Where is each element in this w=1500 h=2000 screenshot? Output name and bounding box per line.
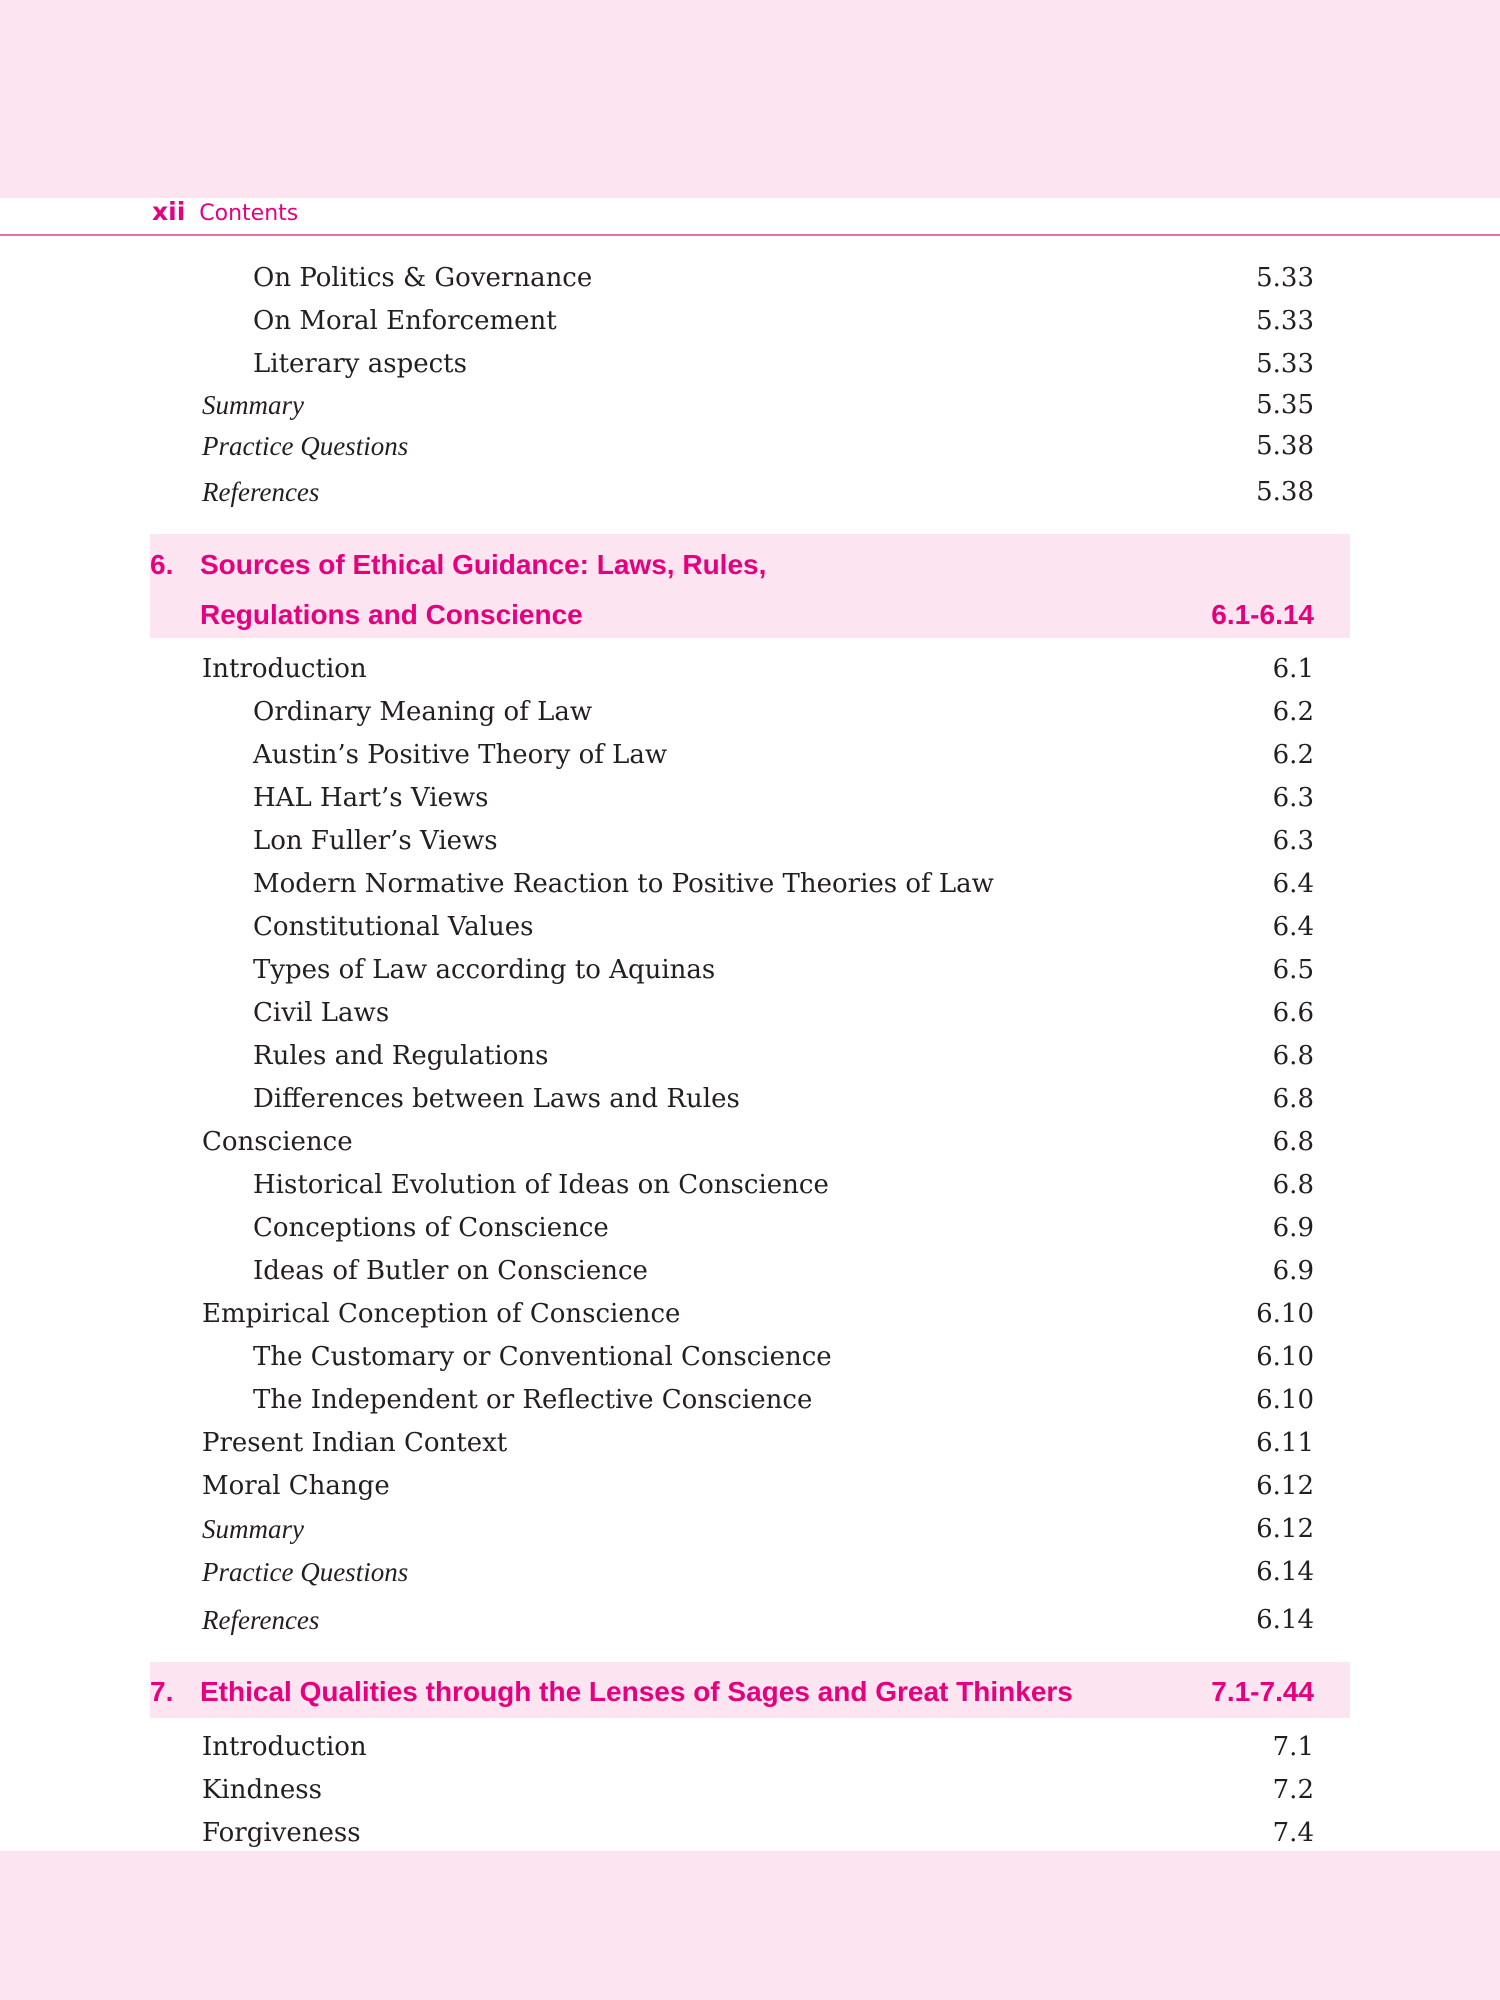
toc-entry-title: Conceptions of Conscience <box>253 1213 609 1243</box>
toc-entry-page: 5.33 <box>1256 306 1314 336</box>
toc-entry-page: 6.6 <box>1272 998 1314 1028</box>
toc-entry-page: 6.10 <box>1256 1342 1314 1372</box>
toc-entry-page: 7.1 <box>1272 1732 1314 1762</box>
running-header <box>152 197 298 233</box>
toc-entry-title: Rules and Regulations <box>253 1041 549 1071</box>
toc-entry-title: Ideas of Butler on Conscience <box>253 1256 648 1286</box>
toc-entry <box>150 692 1314 732</box>
toc-entry-page: 6.4 <box>1272 912 1314 942</box>
chapter-title-line: Ethical Qualities through the Lenses of Sages and Great Thinkers <box>200 1676 1073 1707</box>
toc-entry-title: Constitutional Values <box>253 912 534 942</box>
toc-entry-page: 5.33 <box>1256 263 1314 293</box>
toc-entry <box>150 907 1314 947</box>
toc-entry-page: 6.2 <box>1272 740 1314 770</box>
toc-entry-page: 6.14 <box>1256 1557 1314 1587</box>
toc-entry-page: 6.8 <box>1272 1041 1314 1071</box>
toc-entry <box>150 1294 1314 1334</box>
toc-entry-page: 6.2 <box>1272 697 1314 727</box>
toc-entry <box>150 864 1314 904</box>
toc-entry-title: Differences between Laws and Rules <box>253 1084 740 1114</box>
running-title: Contents <box>199 201 299 226</box>
chapter-number: 6. <box>150 549 174 580</box>
toc-entry <box>150 1380 1314 1420</box>
toc-entry-page: 6.12 <box>1256 1514 1314 1544</box>
chapter-page-range: 6.1-6.14 <box>1211 599 1314 630</box>
toc-entry-page: 6.3 <box>1272 783 1314 813</box>
toc-entry <box>150 735 1314 775</box>
toc-entry-title: Empirical Conception of Conscience <box>202 1299 681 1329</box>
chapter-number: 7. <box>150 1676 174 1707</box>
toc-entry-page: 5.38 <box>1256 431 1314 461</box>
toc-entry-title: The Customary or Conventional Conscience <box>253 1342 832 1372</box>
toc-entry <box>150 1813 1314 1853</box>
toc-entry-title: Civil Laws <box>253 998 390 1028</box>
toc-entry-title: Conscience <box>202 1127 353 1157</box>
toc-entry <box>150 1727 1314 1767</box>
toc-entry-title: Types of Law according to Aquinas <box>253 955 716 985</box>
toc-entry-title: HAL Hart’s Views <box>253 783 489 813</box>
toc-entry <box>150 1466 1314 1506</box>
toc-entry-title: Historical Evolution of Ideas on Conscience <box>253 1170 829 1200</box>
toc-entry-page: 5.33 <box>1256 349 1314 379</box>
chapter-heading <box>150 534 1350 638</box>
toc-entry-page: 5.38 <box>1256 477 1314 507</box>
toc-entry <box>150 1552 1314 1592</box>
toc-entry-title: Literary aspects <box>253 349 467 379</box>
toc-entry-title: On Politics & Governance <box>253 263 593 293</box>
toc-entry-title: Summary <box>202 390 304 420</box>
toc-entry-page: 6.9 <box>1272 1256 1314 1286</box>
toc-entry-page: 7.2 <box>1272 1775 1314 1805</box>
top-margin-band <box>0 0 1500 198</box>
chapter-title-line: Regulations and Conscience <box>200 599 583 630</box>
toc-entry-page: 6.8 <box>1272 1127 1314 1157</box>
toc-entry-title: Summary <box>202 1514 304 1544</box>
toc-entry <box>150 1509 1314 1549</box>
toc-entry-title: Present Indian Context <box>202 1428 508 1458</box>
page-folio: xii <box>152 197 186 226</box>
toc-entry-page: 6.8 <box>1272 1170 1314 1200</box>
toc-entry-title: On Moral Enforcement <box>253 306 557 336</box>
toc-entry <box>150 344 1314 384</box>
toc-entry <box>150 1165 1314 1205</box>
toc-entry <box>150 1770 1314 1810</box>
header-rule <box>0 234 1500 236</box>
toc-entry <box>150 950 1314 990</box>
chapter-page-range: 7.1-7.44 <box>1211 1676 1314 1707</box>
toc-entry <box>150 472 1314 512</box>
toc-entry <box>150 1251 1314 1291</box>
toc-entry <box>150 1079 1314 1119</box>
toc-entry <box>150 301 1314 341</box>
toc-entry-page: 6.1 <box>1272 654 1314 684</box>
toc-entry-page: 6.5 <box>1272 955 1314 985</box>
toc-entry <box>150 1208 1314 1248</box>
toc-entry-title: Introduction <box>202 1732 367 1762</box>
toc-entry-title: Ordinary Meaning of Law <box>253 697 593 727</box>
toc-entry-title: Modern Normative Reaction to Positive Theories of Law <box>253 869 994 899</box>
toc-entry-page: 6.10 <box>1256 1385 1314 1415</box>
toc-entry-page: 6.11 <box>1256 1428 1314 1458</box>
toc-entry-title: References <box>202 1605 320 1635</box>
toc-entry-title: Practice Questions <box>202 431 409 461</box>
toc-entry-page: 7.4 <box>1272 1818 1314 1848</box>
toc-entry-title: Practice Questions <box>202 1557 409 1587</box>
toc-entry-title: The Independent or Reflective Conscience <box>253 1385 813 1415</box>
toc-entry-title: Austin’s Positive Theory of Law <box>253 740 668 770</box>
toc-entry <box>150 778 1314 818</box>
toc-entry <box>150 426 1314 466</box>
bottom-margin-band <box>0 1851 1500 2000</box>
toc-entry-title: References <box>202 477 320 507</box>
toc-entry-title: Lon Fuller’s Views <box>253 826 498 856</box>
toc-entry-page: 5.35 <box>1256 390 1314 420</box>
toc-entry <box>150 1122 1314 1162</box>
toc-entry-page: 6.4 <box>1272 869 1314 899</box>
toc-entry <box>150 1337 1314 1377</box>
toc-entry-title: Moral Change <box>202 1471 390 1501</box>
chapter-title-line: Sources of Ethical Guidance: Laws, Rules, <box>200 549 767 580</box>
toc-entry <box>150 821 1314 861</box>
chapter-heading <box>150 1662 1350 1718</box>
toc-entry <box>150 993 1314 1033</box>
toc-entry <box>150 385 1314 425</box>
toc-entry-page: 6.14 <box>1256 1605 1314 1635</box>
toc-entry <box>150 1423 1314 1463</box>
toc-entry <box>150 1036 1314 1076</box>
toc-entry-title: Introduction <box>202 654 367 684</box>
toc-entry-page: 6.10 <box>1256 1299 1314 1329</box>
toc-entry <box>150 649 1314 689</box>
toc-entry-page: 6.9 <box>1272 1213 1314 1243</box>
toc-entry-page: 6.12 <box>1256 1471 1314 1501</box>
toc-entry <box>150 1600 1314 1640</box>
toc-entry <box>150 258 1314 298</box>
toc-entry-page: 6.8 <box>1272 1084 1314 1114</box>
toc-entry-title: Forgiveness <box>202 1818 361 1848</box>
toc-entry-title: Kindness <box>202 1775 322 1805</box>
toc-entry-page: 6.3 <box>1272 826 1314 856</box>
